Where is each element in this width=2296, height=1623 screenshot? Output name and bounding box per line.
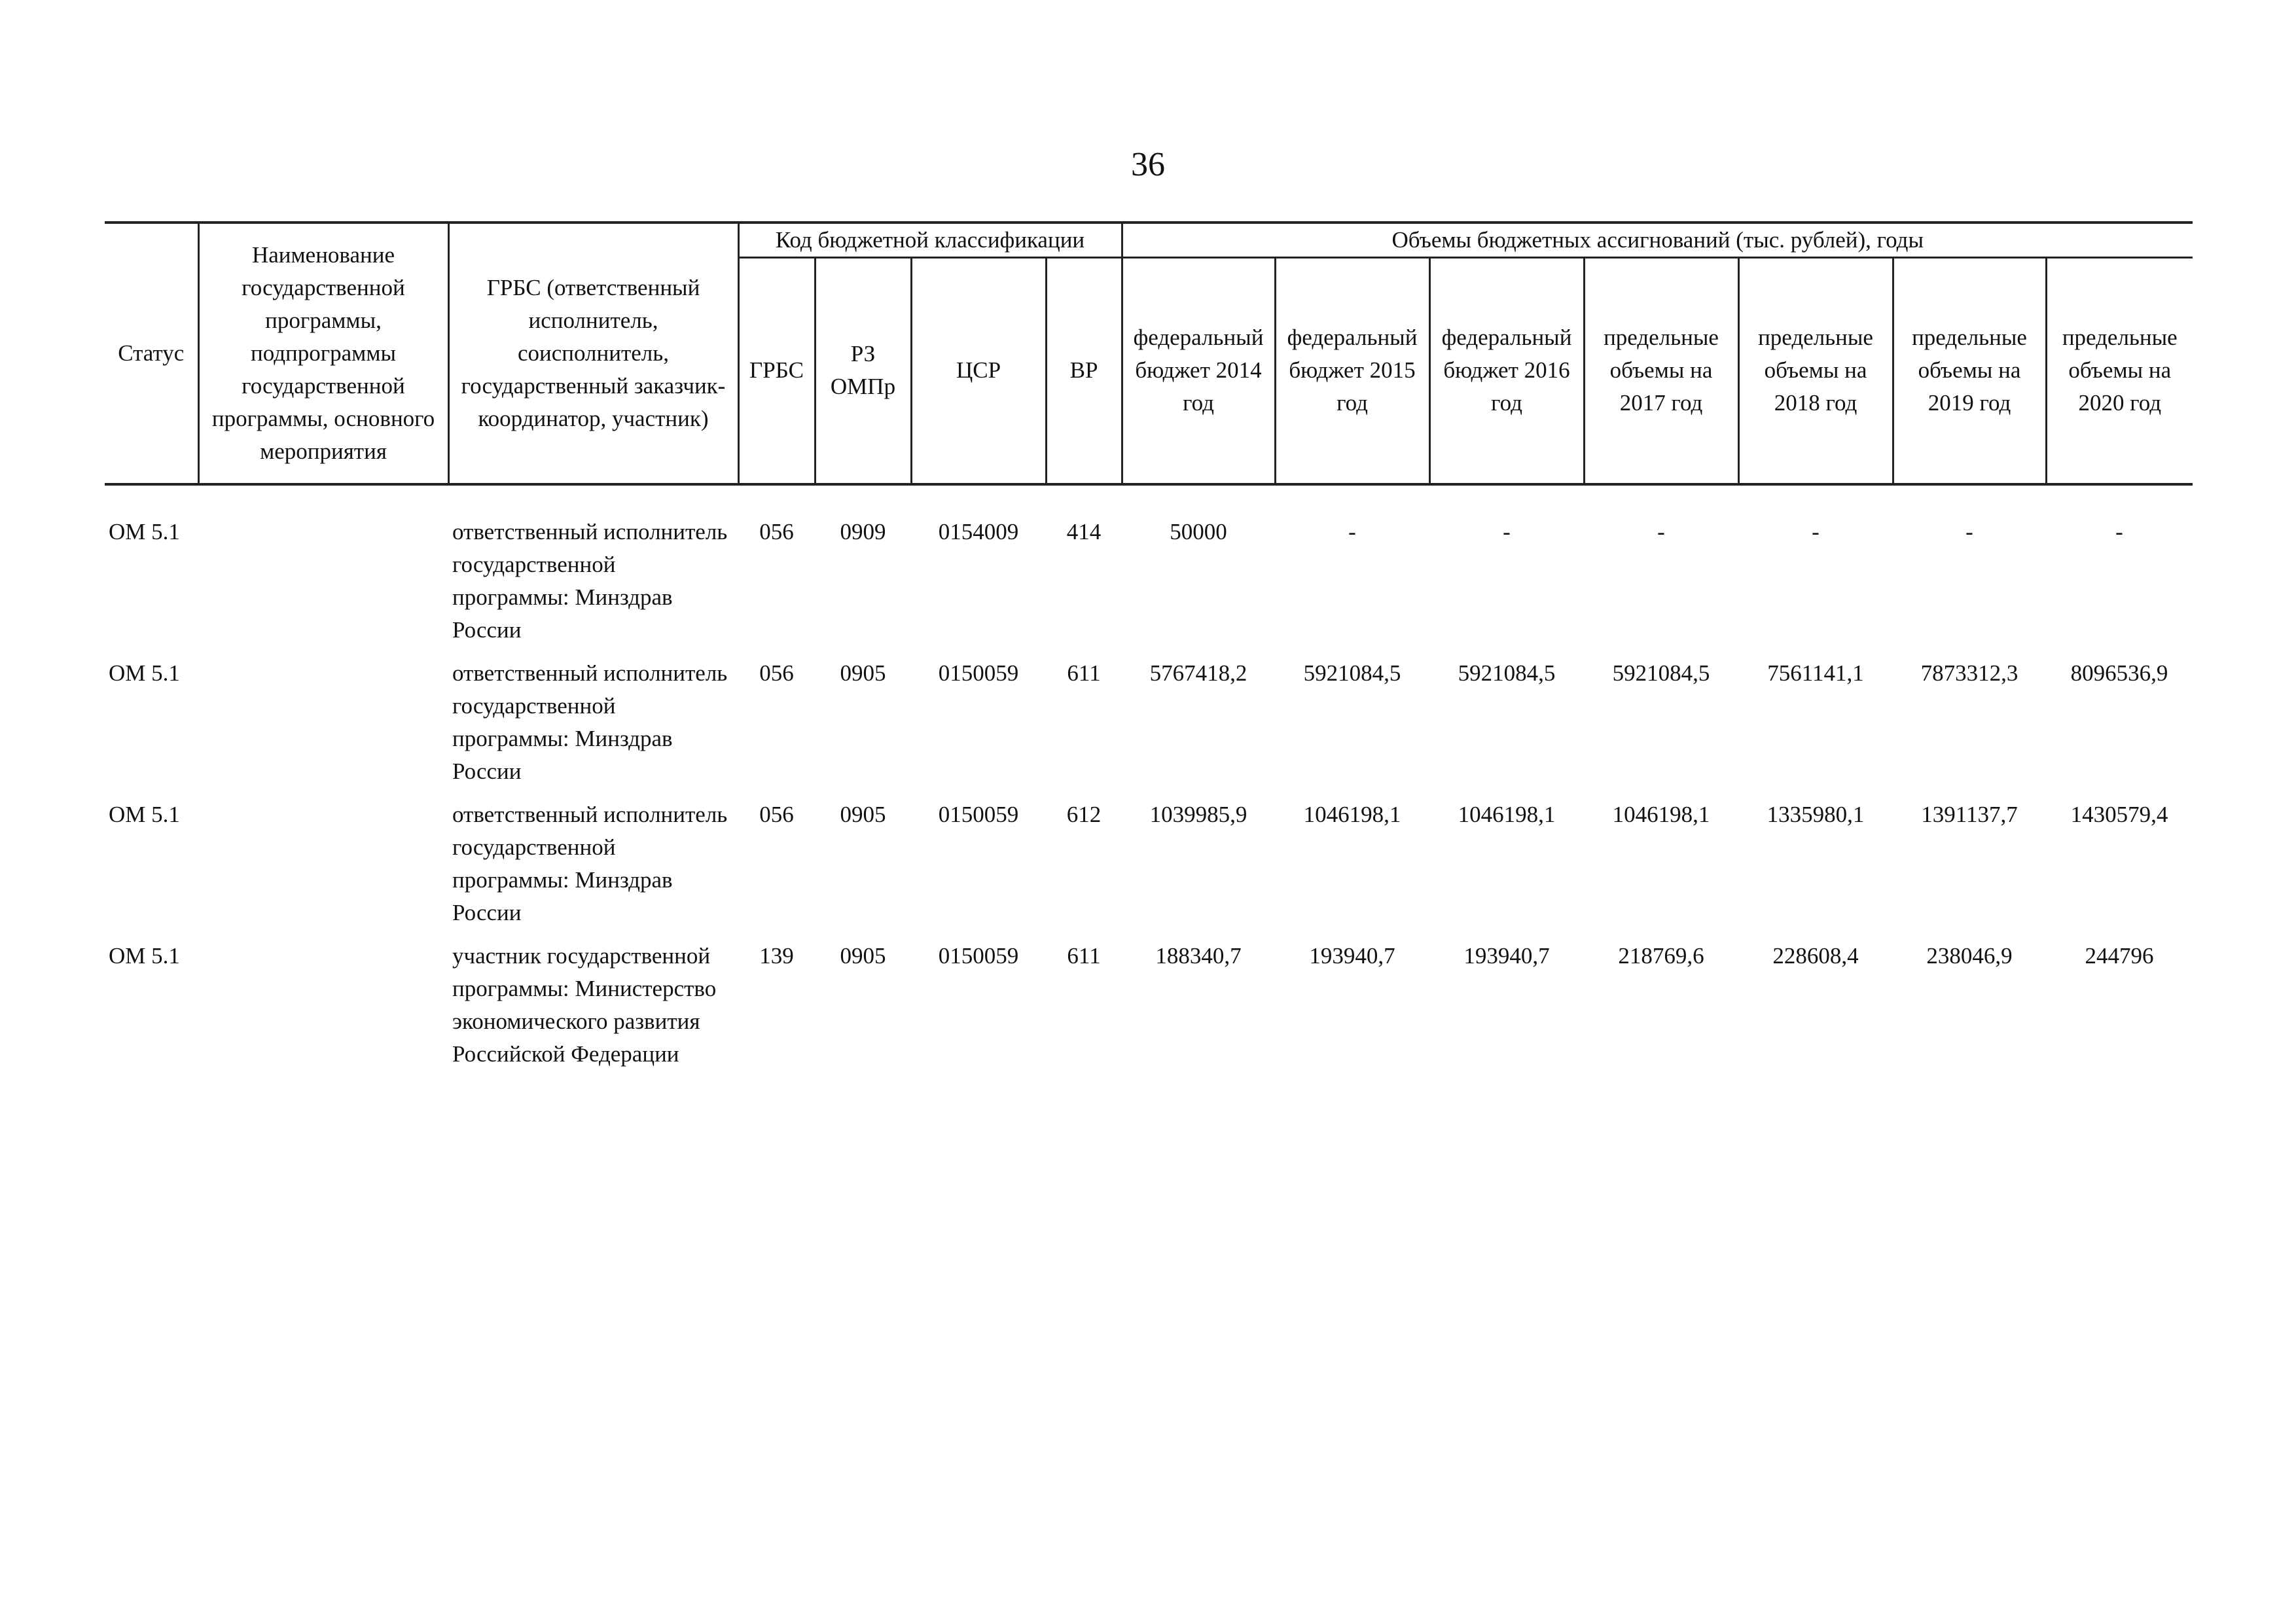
row-vr: 611 — [1067, 660, 1101, 686]
row-value-2018: - — [1812, 518, 1820, 544]
row-value-2019: 238046,9 — [1926, 942, 2013, 969]
row-vr: 612 — [1066, 801, 1102, 827]
row-value-2016: 193940,7 — [1463, 942, 1550, 969]
header-rz-ompr: РЗ ОМПр — [815, 258, 911, 484]
row-value-2019: 7873312,3 — [1920, 660, 2018, 686]
row-value-2014: 188340,7 — [1155, 942, 1242, 969]
table-row — [105, 788, 2193, 929]
row-csr: 0150059 — [938, 801, 1019, 827]
table-row — [105, 929, 2193, 1071]
header-year-2016: федеральный бюджет 2016 год — [1429, 258, 1584, 484]
header-year-2017: предельные объемы на 2017 год — [1584, 258, 1738, 484]
row-value-2020: 244796 — [2085, 942, 2154, 969]
row-value-2017: 5921084,5 — [1612, 660, 1710, 686]
row-rz: 0905 — [840, 660, 886, 686]
header-year-2015: федеральный бюджет 2015 год — [1275, 258, 1429, 484]
row-value-2015: - — [1348, 518, 1356, 544]
row-csr: 0150059 — [938, 942, 1019, 969]
header-budget-code-group: Код бюджетной классификации — [738, 223, 1122, 258]
row-grbs: 056 — [759, 801, 794, 827]
header-grbs-responsible: ГРБС (ответственный исполнитель, соисполнитель, государственный заказчик-координатор, участник) — [448, 223, 738, 484]
row-rz: 0905 — [840, 801, 886, 827]
row-grbs-text: ответственный исполнитель государственной программы: Минздрав России — [452, 660, 728, 784]
row-value-2015: 193940,7 — [1309, 942, 1395, 969]
table-body — [105, 484, 2193, 1071]
row-value-2020: 1430579,4 — [2070, 801, 2168, 827]
header-program-name: Наименование государственной программы, подпрограммы государственной программы, основного мероприятия — [198, 223, 448, 484]
row-program-name — [198, 647, 448, 788]
row-grbs: 056 — [759, 518, 794, 544]
row-value-2020: 8096536,9 — [2070, 660, 2168, 686]
row-value-2014: 5767418,2 — [1149, 660, 1247, 686]
row-value-2015: 5921084,5 — [1303, 660, 1401, 686]
header-grbs: ГРБС — [738, 258, 815, 484]
row-value-2019: 1391137,7 — [1921, 801, 2018, 827]
row-program-name — [198, 484, 448, 647]
row-value-2018: 7561141,1 — [1767, 660, 1864, 686]
row-value-2016: - — [1503, 518, 1511, 544]
header-year-2018: предельные объемы на 2018 год — [1738, 258, 1893, 484]
row-program-name — [198, 929, 448, 1071]
row-status: ОМ 5.1 — [109, 660, 180, 686]
page-number: 36 — [1131, 146, 1165, 183]
row-grbs: 056 — [759, 660, 794, 686]
row-value-2016: 5921084,5 — [1458, 660, 1556, 686]
table-row — [105, 647, 2193, 788]
row-value-2020: - — [2115, 518, 2123, 544]
header-year-2019: предельные объемы на 2019 год — [1893, 258, 2046, 484]
row-value-2014: 50000 — [1170, 518, 1227, 544]
budget-allocation-table — [105, 221, 2193, 1071]
row-value-2014: 1039985,9 — [1149, 801, 1247, 827]
row-value-2015: 1046198,1 — [1303, 801, 1401, 827]
header-status: Статус — [105, 223, 198, 484]
row-value-2017: 1046198,1 — [1612, 801, 1710, 827]
row-value-2019: - — [1965, 518, 1973, 544]
table-header — [105, 223, 2193, 484]
row-value-2017: 218769,6 — [1618, 942, 1704, 969]
row-value-2018: 1335980,1 — [1767, 801, 1865, 827]
row-status: ОМ 5.1 — [109, 801, 180, 827]
row-rz: 0905 — [840, 942, 886, 969]
row-status: ОМ 5.1 — [109, 942, 180, 969]
row-csr: 0154009 — [938, 518, 1019, 544]
row-grbs-text: участник государственной программы: Министерство экономического развития Российской Федерации — [452, 942, 717, 1067]
table-row — [105, 484, 2193, 647]
row-value-2018: 228608,4 — [1772, 942, 1859, 969]
row-program-name — [198, 788, 448, 929]
row-value-2016: 1046198,1 — [1458, 801, 1556, 827]
row-grbs-text: ответственный исполнитель государственной программы: Минздрав России — [452, 801, 728, 925]
header-csr: ЦСР — [911, 258, 1046, 484]
row-csr: 0150059 — [938, 660, 1019, 686]
header-year-2014: федеральный бюджет 2014 год — [1122, 258, 1275, 484]
row-grbs-text: ответственный исполнитель государственной программы: Минздрав России — [452, 518, 728, 643]
header-vr: ВР — [1046, 258, 1122, 484]
row-value-2017: - — [1657, 518, 1665, 544]
row-vr: 611 — [1067, 942, 1101, 969]
header-volumes-group: Объемы бюджетных ассигнований (тыс. рублей), годы — [1122, 223, 2193, 258]
row-vr: 414 — [1066, 518, 1102, 544]
row-grbs: 139 — [759, 942, 794, 969]
header-year-2020: предельные объемы на 2020 год — [2046, 258, 2193, 484]
row-rz: 0909 — [840, 518, 886, 544]
row-status: ОМ 5.1 — [109, 518, 180, 544]
